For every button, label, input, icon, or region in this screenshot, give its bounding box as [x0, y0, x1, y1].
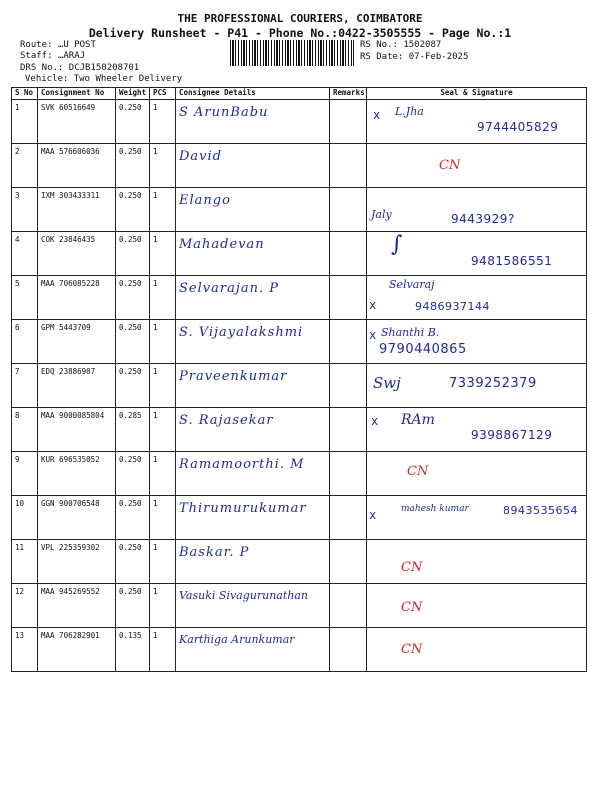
table-row — [12, 540, 587, 584]
signature: Selvaraj — [389, 278, 435, 291]
cell-sno: 5 — [12, 276, 38, 320]
cell-signature — [367, 496, 587, 540]
route-label: Route: — [20, 40, 53, 50]
drs-line — [20, 63, 139, 73]
signature: L.Jha — [395, 105, 424, 118]
cell-consignee — [176, 584, 330, 628]
drs-label: DRS No.: — [20, 63, 64, 73]
cell-weight: 0.135 — [116, 628, 150, 672]
cell-pcs: 1 — [150, 232, 176, 276]
staff-line — [20, 51, 85, 61]
cell-consignment: GPM 5443709 — [38, 320, 116, 364]
phone-number: 9744405829 — [477, 120, 559, 134]
cell-signature — [367, 364, 587, 408]
consignee-name: S ArunBabu — [179, 105, 269, 120]
cell-consignee — [176, 408, 330, 452]
cell-consignee — [176, 100, 330, 144]
consignee-name: S. Vijayalakshmi — [179, 325, 304, 340]
tick-mark: x — [373, 108, 381, 122]
cell-pcs: 1 — [150, 452, 176, 496]
signature-scribble: ∫ — [391, 232, 403, 257]
consignee-name: Vasuki Sivagurunathan — [179, 589, 308, 602]
cell-sno: 3 — [12, 188, 38, 232]
cell-consignment: MAA 706282901 — [38, 628, 116, 672]
cell-signature — [367, 452, 587, 496]
drs-value: DCJB150208701 — [68, 63, 140, 73]
cn-mark: CN — [439, 158, 461, 173]
cell-remarks — [330, 100, 367, 144]
signature: RAm — [401, 412, 435, 428]
runsheet-title: Delivery Runsheet - P41 - Phone No.:0422-3505555 - Page No.:1 — [88, 26, 512, 40]
cell-consignee — [176, 496, 330, 540]
cell-pcs: 1 — [150, 100, 176, 144]
staff-label: Staff: — [20, 51, 53, 61]
consignee-name: Mahadevan — [179, 237, 265, 252]
cell-weight: 0.250 — [116, 584, 150, 628]
cell-consignee — [176, 540, 330, 584]
cell-pcs: 1 — [150, 540, 176, 584]
cn-mark: CN — [401, 642, 423, 657]
consignee-name: Ramamoorthi. M — [179, 457, 305, 472]
cell-consignee — [176, 276, 330, 320]
cell-sno: 10 — [12, 496, 38, 540]
phone-number: 9790440865 — [379, 342, 467, 357]
cell-weight: 0.250 — [116, 100, 150, 144]
runsheet-table — [11, 87, 587, 672]
signature: Swj — [373, 374, 401, 392]
cell-consignment: KUR 696535052 — [38, 452, 116, 496]
cell-consignment: SVK 60516649 — [38, 100, 116, 144]
cell-pcs: 1 — [150, 628, 176, 672]
cell-remarks — [330, 540, 367, 584]
company-title: THE PROFESSIONAL COURIERS, COIMBATORE — [177, 12, 423, 25]
cell-remarks — [330, 188, 367, 232]
col-weight-header: Weight — [116, 88, 150, 100]
cell-weight: 0.250 — [116, 540, 150, 584]
cell-weight: 0.250 — [116, 452, 150, 496]
cell-consignment: IXM 303433311 — [38, 188, 116, 232]
barcode-image — [230, 40, 354, 66]
cell-remarks — [330, 408, 367, 452]
cell-sno: 12 — [12, 584, 38, 628]
cell-consignee — [176, 144, 330, 188]
cell-consignee — [176, 188, 330, 232]
cell-consignee — [176, 452, 330, 496]
cell-consignee — [176, 364, 330, 408]
cn-mark: CN — [401, 560, 423, 575]
cell-sno: 13 — [12, 628, 38, 672]
cn-mark: CN — [401, 600, 423, 615]
cell-weight: 0.250 — [116, 496, 150, 540]
table-row — [12, 452, 587, 496]
col-pcs-header: PCS — [150, 88, 176, 100]
consignee-name: Baskar. P — [179, 545, 250, 560]
cell-remarks — [330, 276, 367, 320]
cell-pcs: 1 — [150, 496, 176, 540]
table-row — [12, 100, 587, 144]
cell-weight: 0.250 — [116, 320, 150, 364]
cell-signature — [367, 188, 587, 232]
cell-sno: 6 — [12, 320, 38, 364]
table-row — [12, 584, 587, 628]
cell-consignment: MAA 945269552 — [38, 584, 116, 628]
cell-signature — [367, 232, 587, 276]
phone-number: 9486937144 — [415, 300, 490, 313]
cell-signature — [367, 584, 587, 628]
phone-number: 9443929? — [451, 212, 515, 226]
table-row — [12, 320, 587, 364]
table-row — [12, 232, 587, 276]
table-header-row — [12, 88, 587, 100]
consignee-name: Thirumurukumar — [179, 501, 307, 516]
cell-remarks — [330, 320, 367, 364]
cell-consignee — [176, 628, 330, 672]
vehicle-line: Vehicle: Two Wheeler Delivery — [25, 74, 183, 84]
table-row — [12, 144, 587, 188]
consignee-name: David — [179, 149, 222, 164]
tick-mark: x — [369, 298, 377, 312]
rs-date: RS Date: 07-Feb-2025 — [360, 52, 469, 62]
cell-consignee — [176, 232, 330, 276]
cell-consignment: MAA 706085228 — [38, 276, 116, 320]
cell-consignment: COK 23846435 — [38, 232, 116, 276]
cell-weight: 0.250 — [116, 232, 150, 276]
route-value: …U POST — [57, 40, 96, 50]
cell-sno: 11 — [12, 540, 38, 584]
signature: mahesh kumar — [401, 504, 469, 514]
cell-consignee — [176, 320, 330, 364]
col-consignment-header: Consignment No — [38, 88, 116, 100]
col-consignee-header: Consignee Details — [176, 88, 330, 100]
table-row — [12, 188, 587, 232]
phone-number: 7339252379 — [449, 376, 537, 391]
cell-consignment: MAA 9000085804 — [38, 408, 116, 452]
cell-remarks — [330, 584, 367, 628]
col-sno-header: S No — [12, 88, 38, 100]
cell-pcs: 1 — [150, 408, 176, 452]
cell-remarks — [330, 232, 367, 276]
cell-signature — [367, 408, 587, 452]
table-row — [12, 496, 587, 540]
phone-number: 9398867129 — [471, 428, 553, 442]
tick-mark: x — [371, 414, 379, 428]
cell-remarks — [330, 452, 367, 496]
table-row — [12, 276, 587, 320]
cell-consignment: EDQ 23886907 — [38, 364, 116, 408]
consignee-name: Elango — [179, 193, 231, 208]
consignee-name: Karthiga Arunkumar — [179, 633, 295, 646]
route-line — [20, 40, 96, 50]
cell-sno: 2 — [12, 144, 38, 188]
cell-pcs: 1 — [150, 144, 176, 188]
cell-signature — [367, 276, 587, 320]
cell-remarks — [330, 628, 367, 672]
cell-signature — [367, 144, 587, 188]
table-row — [12, 628, 587, 672]
phone-number: 9481586551 — [471, 254, 553, 268]
cell-remarks — [330, 144, 367, 188]
cell-consignment: VPL 225359302 — [38, 540, 116, 584]
cell-sno: 7 — [12, 364, 38, 408]
cell-weight: 0.285 — [116, 408, 150, 452]
cell-remarks — [330, 364, 367, 408]
cell-weight: 0.250 — [116, 188, 150, 232]
consignee-name: Selvarajan. P — [179, 281, 279, 296]
cell-sno: 1 — [12, 100, 38, 144]
cn-mark: CN — [407, 464, 429, 479]
rs-number: RS No.: 1502087 — [360, 40, 442, 50]
col-signature-header: Seal & Signature — [367, 88, 587, 100]
signature: Shanthi B. — [381, 326, 440, 339]
table-row — [12, 408, 587, 452]
tick-mark: x — [369, 328, 377, 342]
cell-pcs: 1 — [150, 584, 176, 628]
consignee-name: Praveenkumar — [179, 369, 288, 384]
cell-signature — [367, 540, 587, 584]
staff-value: …ARAJ — [57, 51, 86, 61]
cell-weight: 0.250 — [116, 276, 150, 320]
consignee-name: S. Rajasekar — [179, 413, 274, 428]
phone-number: 8943535654 — [503, 504, 578, 517]
cell-weight: 0.250 — [116, 144, 150, 188]
col-remarks-header: Remarks — [330, 88, 367, 100]
cell-signature — [367, 628, 587, 672]
cell-pcs: 1 — [150, 188, 176, 232]
cell-pcs: 1 — [150, 320, 176, 364]
cell-signature — [367, 320, 587, 364]
tick-mark: x — [369, 508, 377, 522]
cell-pcs: 1 — [150, 364, 176, 408]
cell-sno: 8 — [12, 408, 38, 452]
cell-sno: 9 — [12, 452, 38, 496]
table-row — [12, 364, 587, 408]
cell-signature — [367, 100, 587, 144]
cell-remarks — [330, 496, 367, 540]
cell-consignment: MAA 576606036 — [38, 144, 116, 188]
cell-pcs: 1 — [150, 276, 176, 320]
cell-weight: 0.250 — [116, 364, 150, 408]
cell-sno: 4 — [12, 232, 38, 276]
signature: Jaly — [371, 208, 392, 221]
cell-consignment: GGN 900706548 — [38, 496, 116, 540]
